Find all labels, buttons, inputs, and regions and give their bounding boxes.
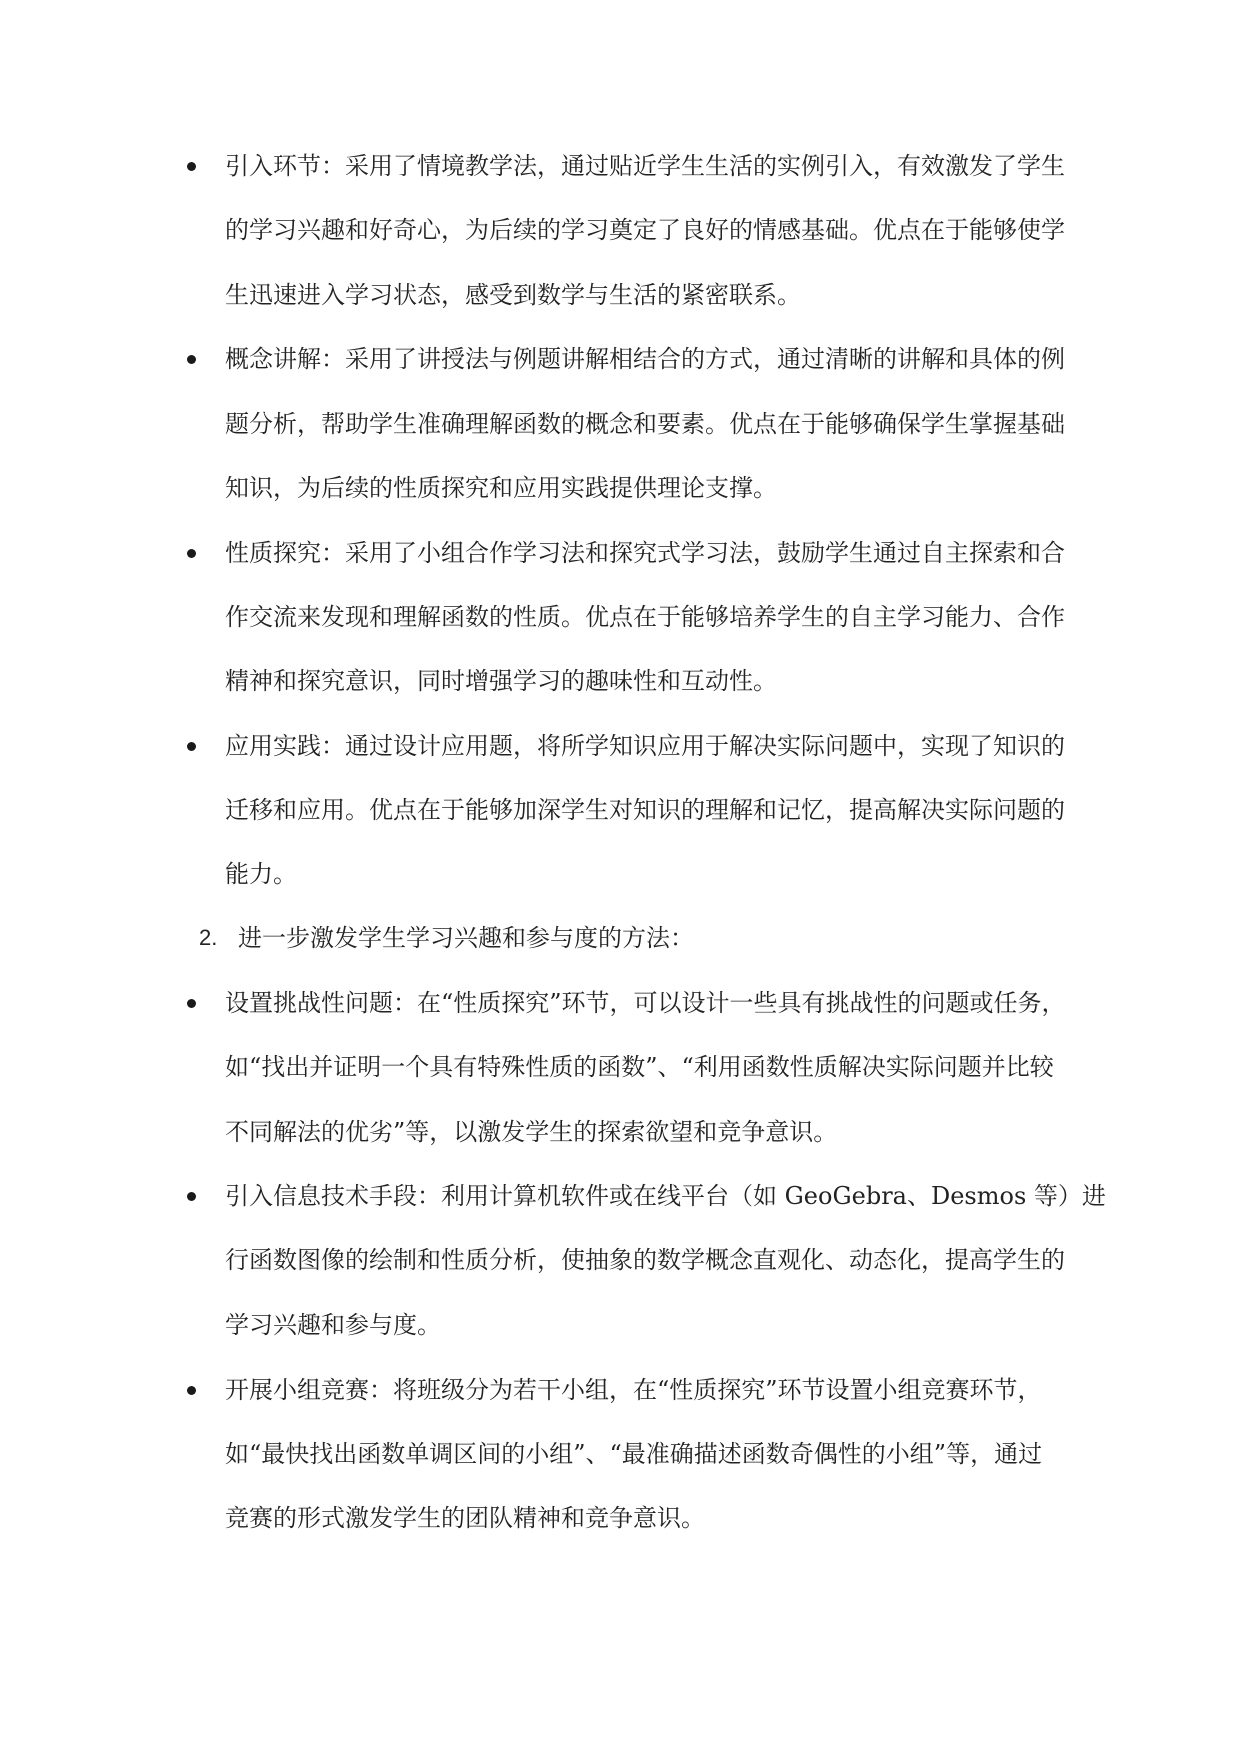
bullet-icon <box>187 549 196 558</box>
paragraph-line: 如“最快找出函数单调区间的小组”、“最准确描述函数奇偶性的小组”等，通过 <box>225 1440 1043 1468</box>
paragraph-line: 开展小组竞赛：将班级分为若干小组，在“性质探究”环节设置小组竞赛环节， <box>225 1376 1042 1404</box>
paragraph-line: 能力。 <box>225 860 297 888</box>
bullet-icon <box>187 1192 196 1201</box>
paragraph-line: 精神和探究意识，同时增强学习的趣味性和互动性。 <box>225 667 777 695</box>
paragraph-line: 的学习兴趣和好奇心，为后续的学习奠定了良好的情感基础。优点在于能够使学 <box>225 216 1065 244</box>
paragraph-line: 引入信息技术手段：利用计算机软件或在线平台（如 GeoGebra、Desmos 等）进 <box>225 1182 1106 1210</box>
list-number: 2. <box>199 925 218 950</box>
bullet-icon <box>187 999 196 1008</box>
paragraph-line: 性质探究：采用了小组合作学习法和探究式学习法，鼓励学生通过自主探索和合 <box>225 539 1065 567</box>
paragraph-line: 设置挑战性问题：在“性质探究”环节，可以设计一些具有挑战性的问题或任务， <box>225 989 1066 1017</box>
paragraph-line: 作交流来发现和理解函数的性质。优点在于能够培养学生的自主学习能力、合作 <box>225 603 1065 631</box>
paragraph-line: 学习兴趣和参与度。 <box>225 1311 441 1339</box>
paragraph-line: 不同解法的优劣”等，以激发学生的探索欲望和竞争意识。 <box>225 1118 838 1146</box>
bullet-icon <box>187 1386 196 1395</box>
paragraph-line: 题分析，帮助学生准确理解函数的概念和要素。优点在于能够确保学生掌握基础 <box>225 410 1065 438</box>
section-heading: 进一步激发学生学习兴趣和参与度的方法： <box>238 924 694 952</box>
paragraph-line: 迁移和应用。优点在于能够加深学生对知识的理解和记忆，提高解决实际问题的 <box>225 796 1065 824</box>
bullet-icon <box>187 355 196 364</box>
bullet-icon <box>187 162 196 171</box>
paragraph-line: 概念讲解：采用了讲授法与例题讲解相结合的方式，通过清晰的讲解和具体的例 <box>225 345 1065 373</box>
bullet-icon <box>187 742 196 751</box>
paragraph-line: 如“找出并证明一个具有特殊性质的函数”、“利用函数性质解决实际问题并比较 <box>225 1053 1054 1081</box>
paragraph-line: 知识，为后续的性质探究和应用实践提供理论支撑。 <box>225 474 777 502</box>
paragraph-line: 行函数图像的绘制和性质分析，使抽象的数学概念直观化、动态化，提高学生的 <box>225 1246 1065 1274</box>
paragraph-line: 应用实践：通过设计应用题，将所学知识应用于解决实际问题中，实现了知识的 <box>225 732 1065 760</box>
paragraph-line: 竞赛的形式激发学生的团队精神和竞争意识。 <box>225 1504 705 1532</box>
paragraph-line: 引入环节：采用了情境教学法，通过贴近学生生活的实例引入，有效激发了学生 <box>225 152 1065 180</box>
paragraph-line: 生迅速进入学习状态，感受到数学与生活的紧密联系。 <box>225 281 801 309</box>
